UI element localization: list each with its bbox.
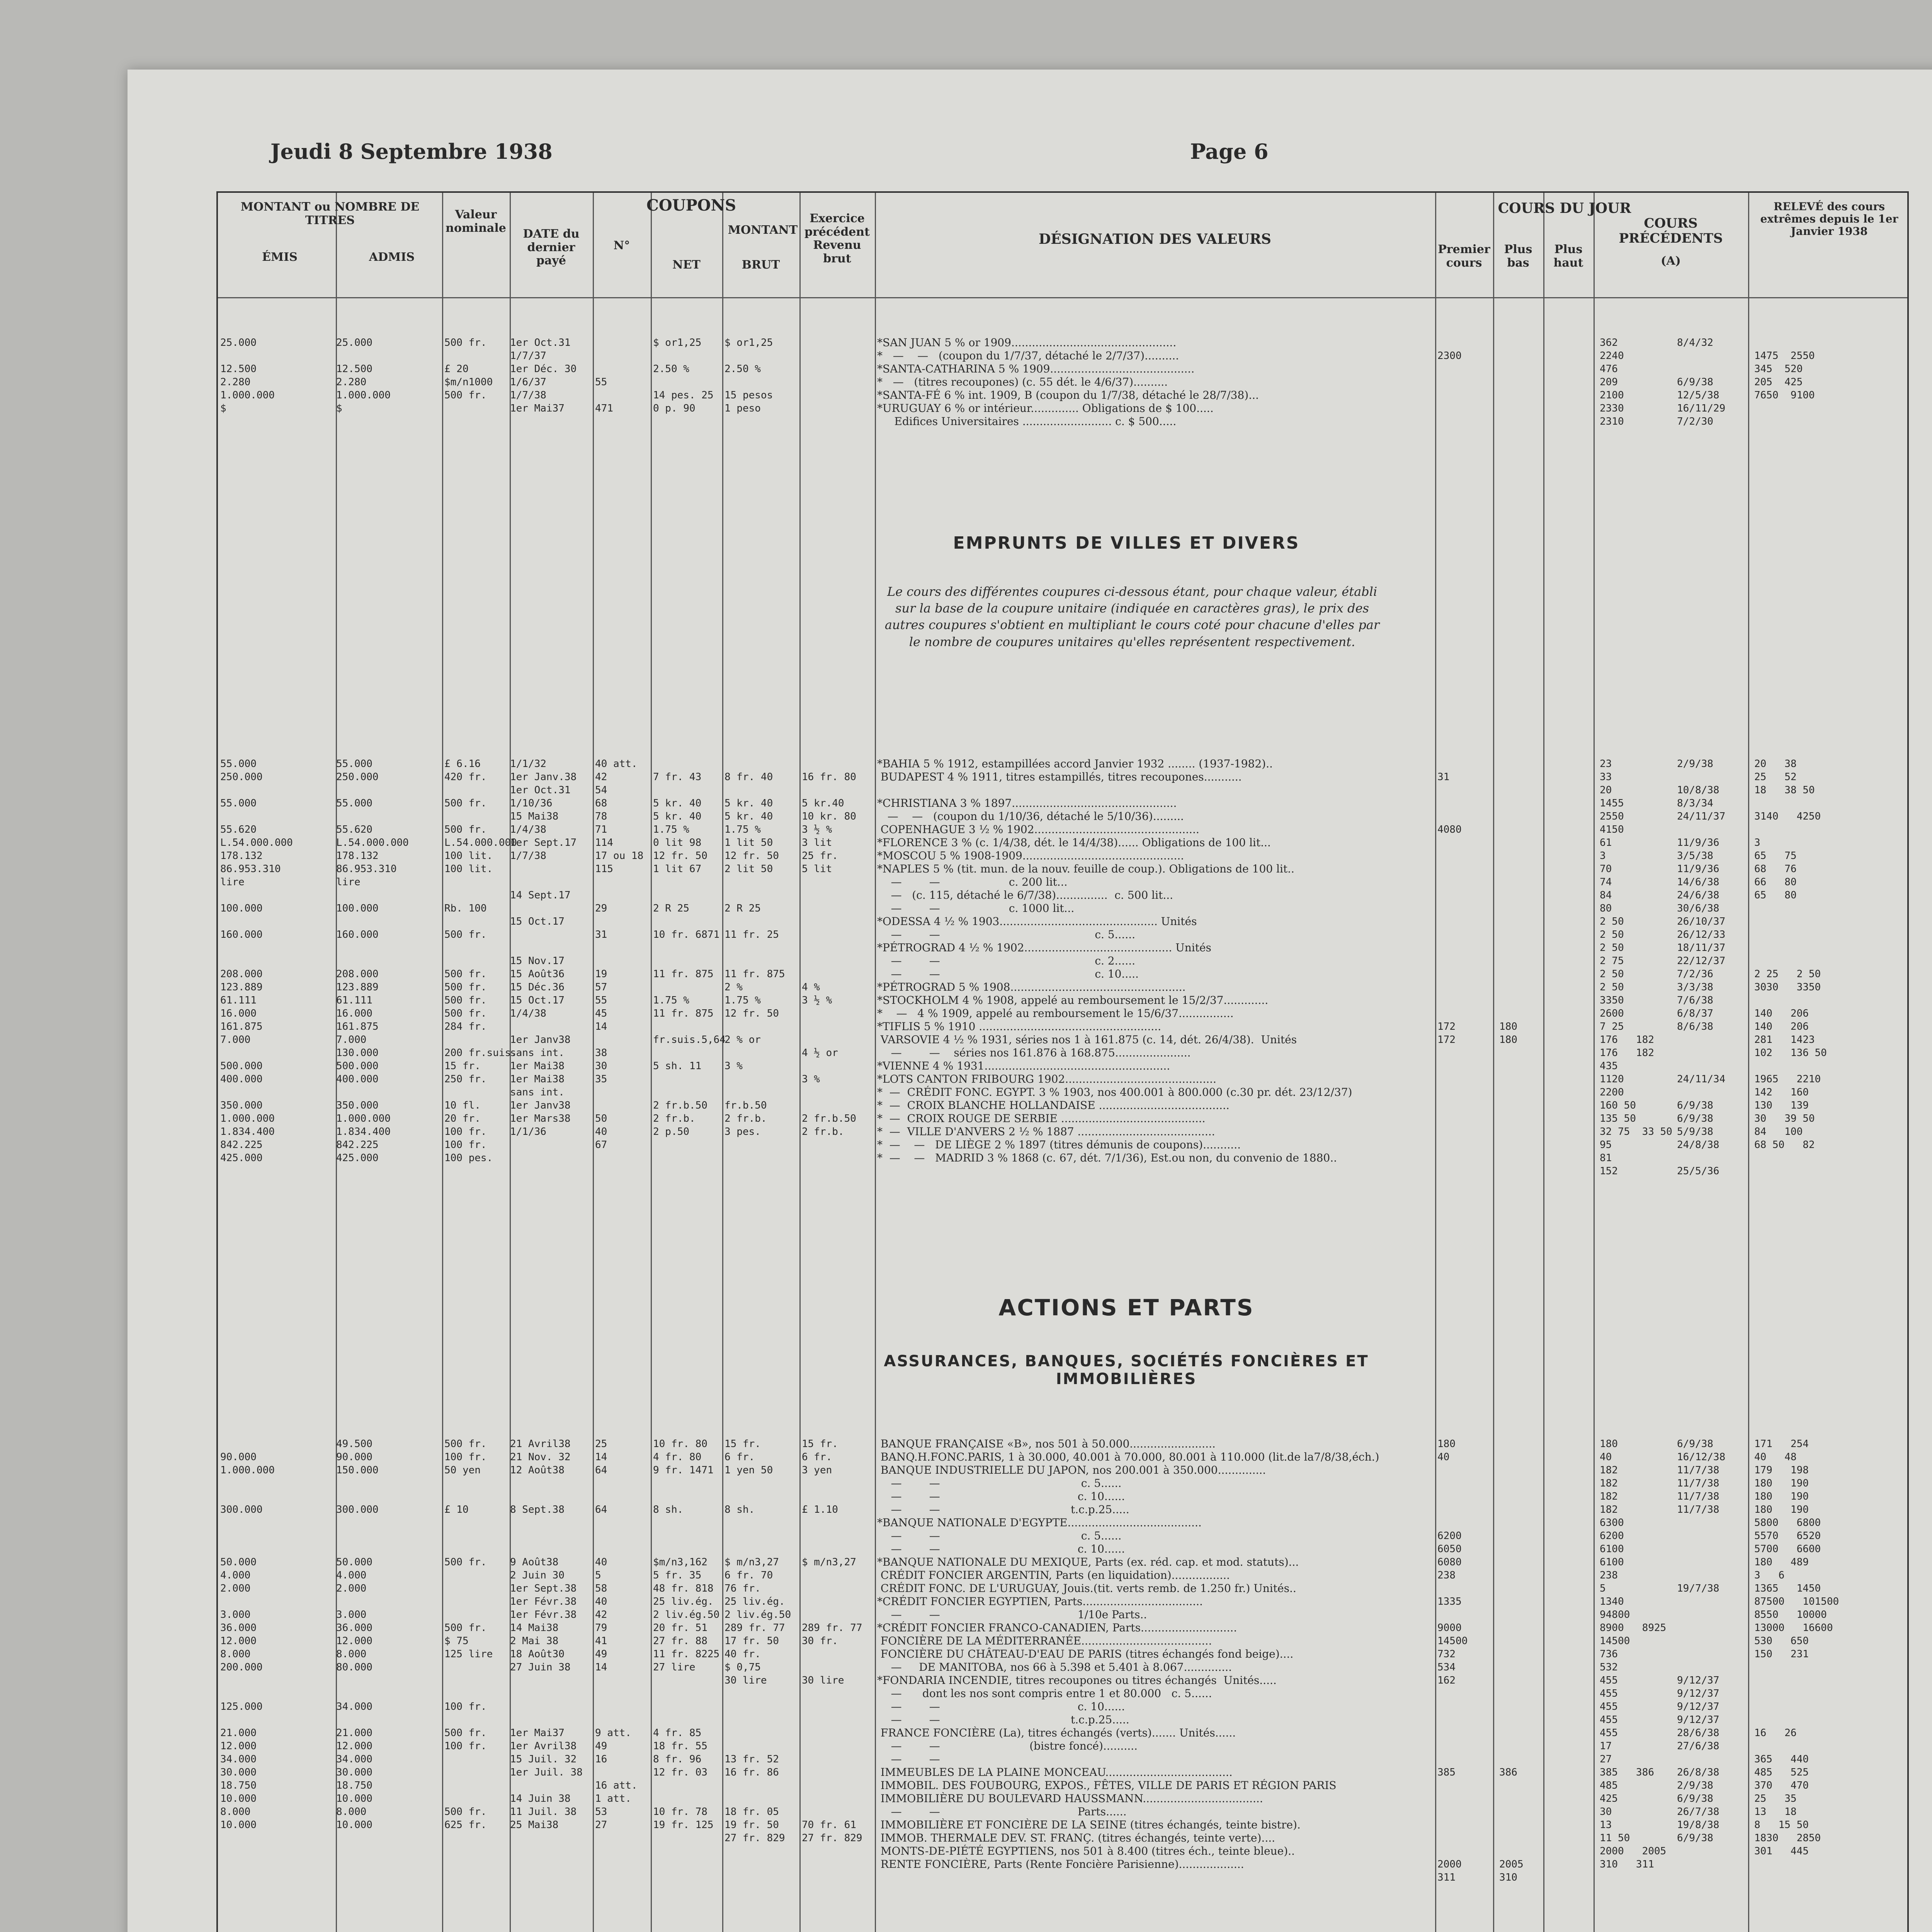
- b3-releve: 171 254 40 48 179 198 180 190 180 190 180 190 5800 6800 5570 6520 5700 6600 180 489 3 6 1365 1450 87500 101500 8550 10000 13000 16600 530 650 150 231 16 26 365 440 485 525 370 470 25 35 13 18 8 15 50 1830 2850 301 445: [1754, 1438, 1839, 1857]
- col-divider: [1594, 193, 1595, 1932]
- hdr-plus-bas: Plus bas: [1504, 243, 1532, 270]
- col-divider: [593, 193, 594, 1932]
- col-divider: [442, 193, 443, 1932]
- b2-premier: 31 4080 172 172: [1437, 771, 1462, 1046]
- hdr-premier: Premier cours: [1438, 243, 1490, 270]
- b1-releve: 1475 2550 345 520 205 425 7650 9100: [1754, 350, 1815, 401]
- b1-valeur: 500 fr. £ 20 $m/n1000 500 fr.: [444, 337, 493, 401]
- hdr-brut: BRUT: [742, 258, 780, 272]
- col-divider: [1543, 193, 1544, 1932]
- b2-net: 7 fr. 43 5 kr. 40 5 kr. 40 1.75 % 0 lit 98 12 fr. 50 1 lit 67 2 R 25 10 fr. 6871 11 fr. 875 1.75 % 11 fr. 875 fr.suis.5,64 5 sh. 11 2 fr.b.50 2 fr.b. 2 p.50: [653, 771, 726, 1138]
- b2-prec: 23 33 20 1455 2550 4150 61 3 70 74 84 80 2 50 2 50 2 50 2 75 2 50 2 50 3350 2600 7 25 176 182 176 182 435 1120 2200 160 50 135 50 32 75 33 50 95 81 152: [1600, 758, 1672, 1177]
- b2-admis: 55.000 250.000 55.000 55.620 L.54.000.000 178.132 86.953.310 lire 100.000 160.000 208.000 123.889 61.111 16.000 161.875 7.000 130.000 500.000 400.000 350.000 1.000.000 1.834.400 842.225 425.000: [336, 758, 409, 1164]
- b1-no: 55 471: [595, 376, 613, 414]
- b1-brut: $ or1,25 2.50 % 15 pesos 1 peso: [724, 337, 773, 414]
- b1-emis: 25.000 12.500 2.280 1.000.000 $: [220, 337, 275, 414]
- section-villes: EMPRUNTS DE VILLES ET DIVERS: [953, 533, 1300, 553]
- b2-emis: 55.000 250.000 55.000 55.620 L.54.000.000 178.132 86.953.310 lire 100.000 160.000 208.000 123.889 61.111 16.000 161.875 7.000 500.000 400.000 350.000 1.000.000 1.834.400 842.225 425.000: [220, 758, 293, 1164]
- page-header: [128, 139, 1932, 174]
- b3-exercice: 15 fr. 6 fr. 3 yen £ 1.10 $ m/n3,27 289 fr. 77 30 fr. 30 lire 70 fr. 61 27 fr. 829: [802, 1438, 862, 1844]
- b3-prec-date: 6/9/38 16/12/38 11/7/38 11/7/38 11/7/38 11/7/38 19/7/38 9/12/37 9/12/37 9/12/37 9/12/37 28/6/38 27/6/38 26/8/38 2/9/38 6/9/38 26/7/38 19/8/38 6/9/38: [1677, 1438, 1726, 1844]
- hdr-coupons: COUPONS: [646, 196, 736, 214]
- b1-premier: 2300: [1437, 350, 1462, 362]
- hdr-net: NET: [672, 258, 701, 272]
- b3-premier: 180 40 6200 6050 6080 238 1335 9000 14500 732 534 162 385 2000 311: [1437, 1438, 1468, 1883]
- header-date: Jeudi 8 Septembre 1938: [270, 139, 553, 164]
- hdr-emis: ÉMIS: [262, 250, 298, 264]
- col-divider: [651, 193, 652, 1932]
- b3-brut: 15 fr. 6 fr. 1 yen 50 8 sh. $ m/n3,27 6 fr. 70 76 fr. 25 liv.ég. 2 liv.ég.50 289 fr. 77 17 fr. 50 40 fr. $ 0,75 30 lire 13 fr. 52 16 fr. 86 18 fr. 05 19 fr. 50 27 fr. 829: [724, 1438, 791, 1844]
- b3-designation: BANQUE FRANÇAISE «B», nos 501 à 50.000......................... BANQ.H.FONC.PARIS, 1 à 30.000, 40.001 à 70.000, 80.001 à 110.000 (lit.de la7/8/38,éch.) BANQUE INDUSTRIELLE DU JAPON, nos 200.001 à 350.000.............. — — c. 5...... — — c. 10...... — — t.c.p.25..... *BANQUE NATIONALE D'EGYPTE....................................... — — c. 5...... — — c. 10...... *BANQUE NATIONALE DU MEXIQUE, Parts (ex. réd. cap. et mod. statuts)... CRÉDIT FONCIER ARGENTIN, Parts (en liquidation)................. CRÉDIT FONC. DE L'URUGUAY, Jouis.(tit. verts remb. de 1.250 fr.) Unités.. *CRÉDIT FONCIER EGYPTIEN, Parts................................... — — 1/10e Parts.. *CRÉDIT FONCIER FRANCO-CANADIEN, Parts............................ FONCIÈRE DE LA MÉDITERRANÉE...................................... FONCIÈRE DU CHÂTEAU-D'EAU DE PARIS (titres échangés fond beige).... — DE MANITOBA, nos 66 à 5.398 et 5.401 à 8.067.............. *FONDARIA INCENDIE, titres recoupones ou titres échangés Unités..... — dont les nos sont compris entre 1 et 80.000 c. 5...... — — c. 10...... — — t.c.p.25..... FRANCE FONCIÈRE (La), titres échangés (verts)....... Unités...... — — (bistre foncé).......... — — IMMEUBLES DE LA PLAINE MONCEAU..................................... IMMOBIL. DES FOUBOURG, EXPOS., FÊTES, VILLE DE PARIS ET RÉGION PARIS IMMOBILIÈRE DU BOULEVARD HAUSSMANN................................... — — Parts...... IMMOBILIÈRE ET FONCIÈRE DE LA SEINE (titres échangés, teinte bistre). IMMOB. THERMALE DEV. ST. FRANÇ. (titres échangés, teinte verte).... MONTS-DE-PIÉTÉ EGYPTIENS, nos 501 à 8.400 (titres éch., teinte bleue).. RENTE FONCIÈRE, Parts (Rente Foncière Parisienne)...................: [877, 1437, 1379, 1871]
- header-rule: [218, 297, 1907, 298]
- b1-admis: 25.000 12.500 2.280 1.000.000 $: [336, 337, 391, 414]
- b1-prec-date: 8/4/32 6/9/38 12/5/38 16/11/29 7/2/30: [1677, 337, 1726, 427]
- b2-designation: *BAHIA 5 % 1912, estampillées accord Janvier 1932 ........ (1937-1982).. BUDAPEST 4 % 1911, titres estampillés, titres recoupones........... *CHRISTIANA 3 % 1897................................................ — — (coupon du 1/10/36, détaché le 5/10/36)......... COPENHAGUE 3 ½ % 1902................................................ *FLORENCE 3 % (c. 1/4/38, dét. le 14/4/38)...... Obligations de 100 lit... *MOSCOU 5 % 1908-1909............................................... *NAPLES 5 % (tit. mun. de la nouv. feuille de coup.). Obligations de 100 lit.. — — c. 200 lit... — (c. 115, détaché le 6/7/38)............... c. 500 lit... — — c. 1000 lit... *ODESSA 4 ½ % 1903.............................................. Unités — — c. 5...... *PÉTROGRAD 4 ½ % 1902........................................... Unités — — c. 2...... — — c. 10..... *PÉTROGRAD 5 % 1908................................................... *STOCKHOLM 4 % 1908, appelé au remboursement le 15/2/37............. * — 4 % 1909, appelé au remboursement le 15/6/37................ *TIFLIS 5 % 1910 ..................................................... VARSOVIE 4 ½ % 1931, séries nos 1 à 161.875 (c. 14, dét. 26/4/38). Unités — — séries nos 161.876 à 168.875...................... *VIENNE 4 % 1931...................................................... *LOTS CANTON FRIBOURG 1902............................................ * — CRÉDIT FONC. EGYPT. 3 % 1903, nos 400.001 à 800.000 (c.30 pr. dét. 23/12/37) * — CROIX BLANCHE HOLLANDAISE ...................................... * — CROIX ROUGE DE SERBIE .......................................... * — VILLE D'ANVERS 2 ½ % 1887 ........................................ * — — DE LIÈGE 2 % 1897 (titres démunis de coupons)........... * — — MADRID 3 % 1868 (c. 67, dét. 7/1/36), Est.ou non, du convenio de 1880..: [877, 757, 1352, 1164]
- b2-no: 40 att. 42 54 68 78 71 114 17 ou 18 115 29 31 19 57 55 45 14 38 30 35 50 40 67: [595, 758, 644, 1151]
- hdr-prec-sub: (A): [1661, 254, 1681, 268]
- hdr-precedents: COURS PRÉCÉDENTS: [1619, 216, 1723, 247]
- hdr-montant: MONTANT ou NOMBRE DE TITRES: [240, 200, 420, 227]
- hdr-designation: DÉSIGNATION DES VALEURS: [1039, 231, 1271, 247]
- b3-net: 10 fr. 80 4 fr. 80 9 fr. 1471 8 sh. $m/n3,162 5 fr. 35 48 fr. 818 25 liv.ég. 2 liv.ég.50 20 fr. 51 27 fr. 88 11 fr. 8225 27 lire 4 fr. 85 18 fr. 55 8 fr. 96 12 fr. 03 10 fr. 78 19 fr. 125: [653, 1438, 720, 1831]
- hdr-date: DATE du dernier payé: [523, 227, 580, 267]
- hdr-montant-c: MONTANT: [728, 223, 798, 237]
- b3-valeur: 500 fr. 100 fr. 50 yen £ 10 500 fr. 500 fr. $ 75 125 lire 100 fr. 500 fr. 100 fr. 500 fr. 625 fr.: [444, 1438, 493, 1831]
- b2-brut: 8 fr. 40 5 kr. 40 5 kr. 40 1.75 % 1 lit 50 12 fr. 50 2 lit 50 2 R 25 11 fr. 25 11 fr. 875 2 % 1.75 % 12 fr. 50 2 % or 3 % fr.b.50 2 fr.b. 3 pes.: [724, 771, 785, 1138]
- col-divider: [1493, 193, 1494, 1932]
- b2-date: 1/1/32 1er Janv.38 1er Oct.31 1/10/36 15 Mai38 1/4/38 1er Sept.17 1/7/38 14 Sept.17 15 Oct.17 15 Nov.17 15 Août36 15 Déc.36 15 Oct.17 1/4/38 1er Janv38 sans int. 1er Mai38 1er Mai38 sans int. 1er Janv38 1er Mars38 1/1/36: [510, 758, 577, 1138]
- hdr-plus-haut: Plus haut: [1553, 243, 1583, 270]
- b3-date: 21 Avril38 21 Nov. 32 12 Août38 8 Sept.38 9 Août38 2 Juin 30 1er Sept.38 1er Févr.38 1er Févr.38 14 Mai38 2 Mai 38 18 Août30 27 Juin 38 1er Mai37 1er Avril38 15 Juil. 32 1er Juil. 38 14 Juin 38 11 Juil. 38 25 Mai38: [510, 1438, 583, 1831]
- b1-designation: *SAN JUAN 5 % or 1909................................................ * — — (coupon du 1/7/37, détaché le 2/7/37).......... *SANTA-CATHARINA 5 % 1909.......................................... * — (titres recoupones) (c. 55 dét. le 4/6/37).......... *SANTA-FÉ 6 % int. 1909, B (coupon du 1/7/38, détaché le 28/7/38)... *URUGUAY 6 % or intérieur.............. Obligations de $ 100..... Edifices Universitaires .......................... c. $ 500.....: [877, 336, 1259, 428]
- section-note: Le cours des différentes coupures ci-dessous étant, pour chaque valeur, établi sur la base de la coupure unitaire (indiquée en caractères gras), le prix des autres coupures s'obtient en multipliant le cours coté pour chacune d'elles par le nombre de coupures unitaires qu'elles représentent respectivement.: [884, 584, 1380, 649]
- b1-net: $ or1,25 2.50 % 14 pes. 25 0 p. 90: [653, 337, 714, 414]
- b2-plus-bas: 180 180: [1499, 1021, 1517, 1046]
- col-divider: [799, 193, 801, 1932]
- section-actions: ACTIONS ET PARTS: [998, 1294, 1254, 1321]
- hdr-admis: ADMIS: [369, 250, 415, 264]
- b3-admis: 49.500 90.000 150.000 300.000 50.000 4.000 2.000 3.000 36.000 12.000 8.000 80.000 34.000 21.000 12.000 34.000 30.000 18.750 10.000 8.000 10.000: [336, 1438, 379, 1831]
- b3-plus-bas: 386 2005 310: [1499, 1767, 1524, 1883]
- page-number: Page 6: [1190, 139, 1269, 164]
- b1-prec: 362 2240 476 209 2100 2330 2310: [1600, 337, 1624, 427]
- b2-releve: 20 38 25 52 18 38 50 3140 4250 3 65 75 68 76 66 80 65 80 2 25 2 50 3030 3350 140 206 140 206 281 1423 102 136 50 1965 2210 142 160 130 139 30 39 50 84 100 68 50 82: [1754, 758, 1827, 1151]
- col-divider: [875, 193, 876, 1932]
- b3-emis: 90.000 1.000.000 300.000 50.000 4.000 2.000 3.000 36.000 12.000 8.000 200.000 125.000 21.000 12.000 34.000 30.000 18.750 10.000 8.000 10.000: [220, 1451, 275, 1831]
- b1-date: 1er Oct.31 1/7/37 1er Déc. 30 1/6/37 1/7/38 1er Mai37: [510, 337, 577, 414]
- b2-exercice: 16 fr. 80 5 kr.40 10 kr. 80 3 ½ % 3 lit 25 fr. 5 lit 4 % 3 ½ % 4 ½ or 3 % 2 fr.b.50 2 fr.b.: [802, 771, 856, 1138]
- hdr-no: N°: [613, 239, 630, 252]
- hdr-valeur: Valeur nominale: [446, 208, 506, 235]
- hdr-cours-jour: COURS DU JOUR: [1498, 200, 1631, 216]
- b3-no: 25 14 64 64 40 5 58 40 42 79 41 49 14 9 att. 49 16 16 att. 1 att. 53 27: [595, 1438, 638, 1831]
- hdr-exercice: Exercice précédent Revenu brut: [804, 212, 870, 265]
- col-divider: [1435, 193, 1436, 1932]
- b2-valeur: £ 6.16 420 fr. 500 fr. 500 fr. L.54.000.000 100 lit. 100 lit. Rb. 100 500 fr. 500 fr. 500 fr. 500 fr. 500 fr. 284 fr. 200 fr.suis. 15 fr. 250 fr. 10 fl. 20 fr. 100 fr. 100 fr. 100 pes.: [444, 758, 517, 1164]
- b3-prec: 180 40 182 182 182 182 6300 6200 6100 6100 238 5 1340 94800 8900 8925 14500 736 532 455 455 455 455 455 17 27 385 386 485 425 30 13 11 50 2000 2005 310 311: [1600, 1438, 1667, 1870]
- section-assurances: ASSURANCES, BANQUES, SOCIÉTÉS FONCIÈRES ET IMMOBILIÈRES: [884, 1352, 1369, 1388]
- hdr-releve: RELEVÉ des cours extrêmes depuis le 1er Janvier 1938: [1760, 200, 1898, 238]
- b2-prec-date: 2/9/38 10/8/38 8/3/34 24/11/37 11/9/36 3/5/38 11/9/36 14/6/38 24/6/38 30/6/38 26/10/37 26/12/33 18/11/37 22/12/37 7/2/36 3/3/38 7/6/38 6/8/37 8/6/38 24/11/34 6/9/38 6/9/38 5/9/38 24/8/38 25/5/36: [1677, 758, 1726, 1177]
- col-divider: [1748, 193, 1749, 1932]
